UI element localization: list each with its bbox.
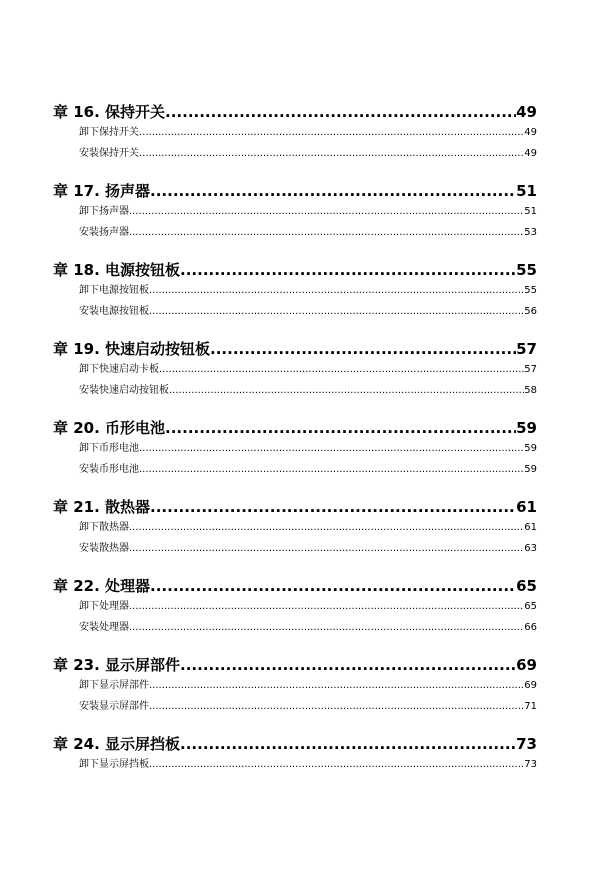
dot-leader xyxy=(149,759,524,770)
section-entry[interactable] xyxy=(53,439,537,460)
section-title: 卸下扬声器 xyxy=(79,206,129,217)
section-title: 卸下显示屏部件 xyxy=(79,680,149,691)
dot-leader xyxy=(149,701,524,712)
section-title: 安装币形电池 xyxy=(79,464,139,475)
section-title: 卸下显示屏挡板 xyxy=(79,759,149,770)
dot-leader xyxy=(149,285,524,296)
dot-leader xyxy=(180,656,516,674)
dot-leader xyxy=(139,443,524,454)
section-entry[interactable] xyxy=(53,460,537,481)
section-page-number: 66 xyxy=(524,622,537,633)
section-entry[interactable] xyxy=(53,281,537,302)
toc-chapter xyxy=(53,654,537,718)
chapter-entry[interactable] xyxy=(53,259,537,281)
dot-leader xyxy=(129,622,524,633)
section-page-number: 58 xyxy=(524,385,537,396)
section-page-number: 51 xyxy=(524,206,537,217)
toc-chapter xyxy=(53,575,537,639)
section-page-number: 49 xyxy=(524,127,537,138)
dot-leader xyxy=(150,577,516,595)
section-page-number: 73 xyxy=(524,759,537,770)
dot-leader xyxy=(210,340,516,358)
chapter-title: 章 20. 币形电池 xyxy=(53,419,166,437)
chapter-page-number: 57 xyxy=(516,340,537,358)
dot-leader xyxy=(139,148,524,159)
section-entry[interactable] xyxy=(53,202,537,223)
section-entry[interactable] xyxy=(53,123,537,144)
section-title: 卸下电源按钮板 xyxy=(79,285,149,296)
section-entry[interactable] xyxy=(53,518,537,539)
section-entry[interactable] xyxy=(53,223,537,244)
section-page-number: 63 xyxy=(524,543,537,554)
section-page-number: 59 xyxy=(524,464,537,475)
dot-leader xyxy=(129,522,524,533)
section-entry[interactable] xyxy=(53,539,537,560)
section-title: 安装显示屏部件 xyxy=(79,701,149,712)
section-title: 卸下保持开关 xyxy=(79,127,139,138)
chapter-title: 章 23. 显示屏部件 xyxy=(53,656,181,674)
section-title: 安装电源按钮板 xyxy=(79,306,149,317)
dot-leader xyxy=(139,464,524,475)
dot-leader xyxy=(180,261,516,279)
section-title: 安装快速启动按钮板 xyxy=(79,385,169,396)
chapter-entry[interactable] xyxy=(53,338,537,360)
chapter-entry[interactable] xyxy=(53,733,537,755)
dot-leader xyxy=(180,735,516,753)
chapter-entry[interactable] xyxy=(53,654,537,676)
dot-leader xyxy=(149,306,524,317)
dot-leader xyxy=(129,601,524,612)
section-entry[interactable] xyxy=(53,697,537,718)
section-page-number: 69 xyxy=(524,680,537,691)
toc-chapter xyxy=(53,496,537,560)
chapter-page-number: 59 xyxy=(516,419,537,437)
toc-chapter xyxy=(53,180,537,244)
toc-chapter xyxy=(53,259,537,323)
chapter-title: 章 16. 保持开关 xyxy=(53,103,166,121)
section-page-number: 59 xyxy=(524,443,537,454)
section-title: 卸下快速启动卡板 xyxy=(79,364,159,375)
dot-leader xyxy=(150,182,516,200)
toc-chapter xyxy=(53,338,537,402)
section-page-number: 49 xyxy=(524,148,537,159)
section-entry[interactable] xyxy=(53,144,537,165)
chapter-page-number: 49 xyxy=(516,103,537,121)
section-title: 安装处理器 xyxy=(79,622,129,633)
chapter-entry[interactable] xyxy=(53,575,537,597)
section-page-number: 61 xyxy=(524,522,537,533)
chapter-title: 章 21. 散热器 xyxy=(53,498,151,516)
section-entry[interactable] xyxy=(53,302,537,323)
section-entry[interactable] xyxy=(53,755,537,776)
chapter-entry[interactable] xyxy=(53,496,537,518)
chapter-page-number: 51 xyxy=(516,182,537,200)
chapter-page-number: 65 xyxy=(516,577,537,595)
toc-chapter xyxy=(53,417,537,481)
section-page-number: 56 xyxy=(524,306,537,317)
chapter-title: 章 17. 扬声器 xyxy=(53,182,151,200)
dot-leader xyxy=(139,127,524,138)
section-page-number: 71 xyxy=(524,701,537,712)
chapter-page-number: 69 xyxy=(516,656,537,674)
dot-leader xyxy=(149,680,524,691)
section-title: 安装散热器 xyxy=(79,543,129,554)
section-page-number: 57 xyxy=(524,364,537,375)
dot-leader xyxy=(159,364,524,375)
dot-leader xyxy=(169,385,524,396)
dot-leader xyxy=(129,543,524,554)
chapter-page-number: 61 xyxy=(516,498,537,516)
section-title: 卸下散热器 xyxy=(79,522,129,533)
chapter-entry[interactable] xyxy=(53,417,537,439)
dot-leader xyxy=(165,103,516,121)
section-title: 卸下币形电池 xyxy=(79,443,139,454)
section-page-number: 53 xyxy=(524,227,537,238)
section-title: 安装扬声器 xyxy=(79,227,129,238)
section-entry[interactable] xyxy=(53,381,537,402)
section-title: 卸下处理器 xyxy=(79,601,129,612)
chapter-page-number: 73 xyxy=(516,735,537,753)
chapter-title: 章 19. 快速启动按钮板 xyxy=(53,340,211,358)
chapter-title: 章 18. 电源按钮板 xyxy=(53,261,181,279)
chapter-title: 章 24. 显示屏挡板 xyxy=(53,735,181,753)
chapter-entry[interactable] xyxy=(53,101,537,123)
section-entry[interactable] xyxy=(53,360,537,381)
toc-chapter xyxy=(53,101,537,165)
section-page-number: 65 xyxy=(524,601,537,612)
dot-leader xyxy=(165,419,516,437)
dot-leader xyxy=(129,227,524,238)
chapter-entry[interactable] xyxy=(53,180,537,202)
chapter-page-number: 55 xyxy=(516,261,537,279)
table-of-contents xyxy=(53,101,537,791)
section-page-number: 55 xyxy=(524,285,537,296)
section-entry[interactable] xyxy=(53,676,537,697)
chapter-title: 章 22. 处理器 xyxy=(53,577,151,595)
dot-leader xyxy=(129,206,524,217)
section-entry[interactable] xyxy=(53,597,537,618)
toc-chapter xyxy=(53,733,537,776)
dot-leader xyxy=(150,498,516,516)
section-title: 安装保持开关 xyxy=(79,148,139,159)
section-entry[interactable] xyxy=(53,618,537,639)
